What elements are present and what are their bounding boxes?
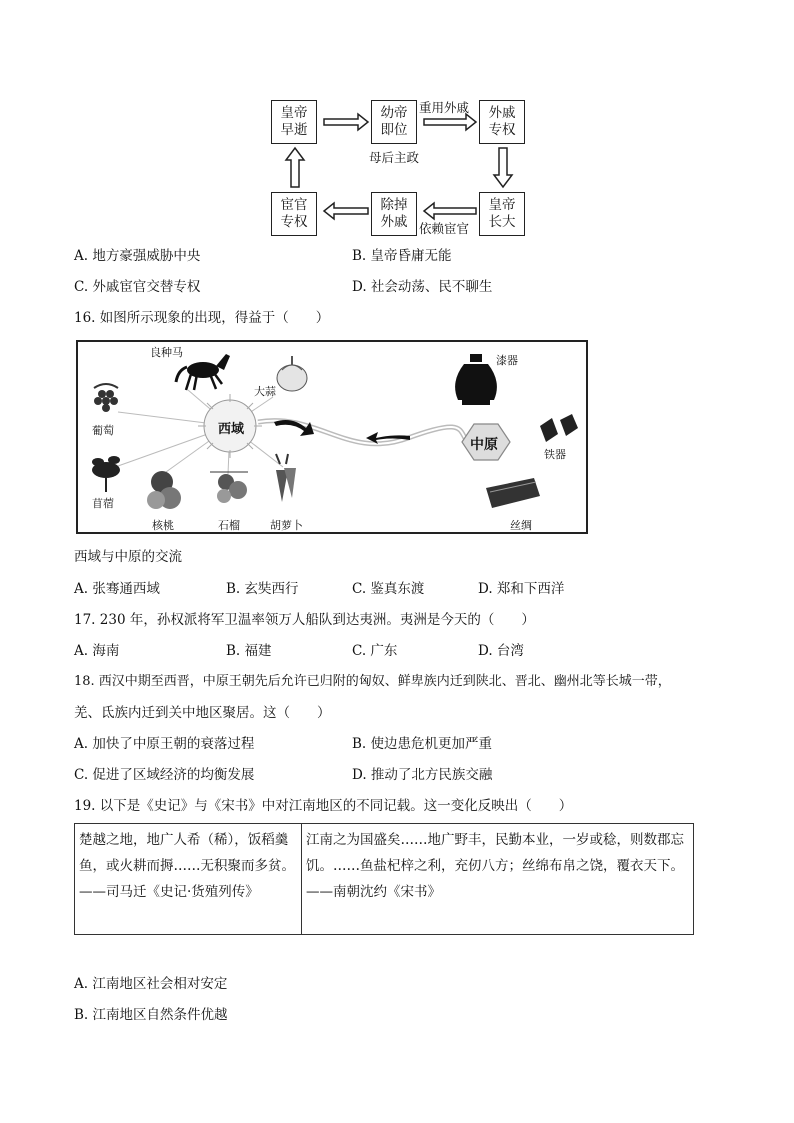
q19-option-a[interactable]: A. 江南地区社会相对安定 <box>74 976 228 992</box>
arrow-up <box>286 148 304 187</box>
silk-road-art <box>78 342 586 532</box>
q16-option-a[interactable]: A. 张骞通西域 <box>74 581 160 597</box>
silk-roll-drawing <box>486 478 540 508</box>
arrow-down <box>494 148 512 187</box>
q18-stem-line2: 羌、氐族内迁到关中地区聚居。这（ ） <box>74 705 331 721</box>
label-garlic: 大蒜 <box>254 385 276 398</box>
lacquer-vase-drawing <box>455 354 497 405</box>
q16-option-c[interactable]: C. 鉴真东渡 <box>352 581 425 597</box>
carrot-drawing <box>276 454 296 502</box>
label-carrot: 胡萝卜 <box>270 519 303 532</box>
q17-option-a[interactable]: A. 海南 <box>74 643 120 659</box>
arrow-to-east <box>274 420 314 436</box>
q19-shiji-source: ——司马迁《史记·货殖列传》 <box>79 884 259 900</box>
label-pomegranate: 石榴 <box>218 519 240 532</box>
iron-tools-drawing <box>540 414 578 442</box>
q15-option-d[interactable]: D. 社会动荡、民不聊生 <box>352 279 493 295</box>
q17-option-b[interactable]: B. 福建 <box>226 643 272 659</box>
label-lacquer: 漆器 <box>496 354 518 367</box>
pomegranate-drawing <box>210 472 248 503</box>
arrow-left-1 <box>424 203 476 219</box>
q19-songshu-cell <box>302 824 694 935</box>
q19-stem: 19. 以下是《史记》与《宋书》中对江南地区的不同记载。这一变化反映出（ ） <box>74 798 573 814</box>
q19-songshu-source: ——南朝沈约《宋书》 <box>306 884 441 900</box>
q18-option-b[interactable]: B. 使边患危机更加严重 <box>352 736 493 752</box>
garlic-drawing <box>277 356 307 391</box>
q15-option-c[interactable]: C. 外戚宦官交替专权 <box>74 279 201 295</box>
flow-arrows <box>260 95 540 245</box>
label-west: 西域 <box>218 422 245 437</box>
alfalfa-drawing <box>92 456 120 492</box>
q19-option-b[interactable]: B. 江南地区自然条件优越 <box>74 1007 228 1023</box>
silk-road-picture <box>76 340 588 534</box>
label-alfalfa: 苜蓿 <box>92 497 114 510</box>
walnut-drawing <box>147 471 181 509</box>
label-silk: 丝绸 <box>510 519 532 532</box>
q15-option-b[interactable]: B. 皇帝昏庸无能 <box>352 248 452 264</box>
label-grape: 葡萄 <box>92 424 114 437</box>
flow-label-bottom: 依赖宦官 <box>419 221 470 236</box>
q19-shiji-text: 楚越之地，地广人希（稀），饭稻羹鱼，或火耕而搙……无积聚而多贫。 <box>79 832 295 874</box>
arrow-right-2 <box>424 114 476 130</box>
q17-option-d[interactable]: D. 台湾 <box>478 643 524 659</box>
flow-box-emperor-grows: 皇帝 长大 <box>479 192 525 236</box>
q16-option-b[interactable]: B. 玄奘西行 <box>226 581 299 597</box>
flow-box-young-emperor: 幼帝 即位 <box>371 100 417 144</box>
q15-option-a[interactable]: A. 地方豪强威胁中央 <box>74 248 201 264</box>
horse-drawing <box>176 354 230 390</box>
flow-label-top: 重用外戚 <box>419 100 470 115</box>
q18-option-a[interactable]: A. 加快了中原王朝的衰落过程 <box>74 736 255 752</box>
arrow-right-1 <box>324 114 368 130</box>
label-iron: 铁器 <box>544 448 566 461</box>
q16-stem: 16. 如图所示现象的出现，得益于（ ） <box>74 310 330 326</box>
q18-option-c[interactable]: C. 促进了区域经济的均衡发展 <box>74 767 255 783</box>
q17-option-c[interactable]: C. 广东 <box>352 643 398 659</box>
flow-box-remove-consort: 除掉 外戚 <box>371 192 417 236</box>
q19-records-table <box>74 823 694 935</box>
label-central: 中原 <box>470 437 498 453</box>
flow-box-consort-power: 外戚 专权 <box>479 100 525 144</box>
label-horse: 良种马 <box>150 346 183 359</box>
flow-label-mid: 母后主政 <box>369 150 420 165</box>
q18-option-d[interactable]: D. 推动了北方民族交融 <box>352 767 493 783</box>
grape-drawing <box>94 384 118 412</box>
q16-caption: 西域与中原的交流 <box>74 549 182 565</box>
q18-stem-line1: 18. 西汉中期至西晋，中原王朝先后允许已归附的匈奴、鲜卑族内迁到陕北、晋北、幽州北等长城一带， <box>74 674 671 689</box>
q19-songshu-text: 江南之为国盛矣……地广野丰，民勤本业，一岁或稔，则数郡忘饥。……鱼盐杞梓之利，充仞八方；丝绵布帛之饶，覆衣天下。 <box>306 832 684 874</box>
q16-option-d[interactable]: D. 郑和下西洋 <box>478 581 565 597</box>
q19-shiji-cell <box>75 824 302 935</box>
label-walnut: 核桃 <box>152 519 174 532</box>
arrow-left-2 <box>324 203 368 219</box>
q17-stem: 17. 230 年，孙权派将军卫温率领万人船队到达夷洲。夷洲是今天的（ ） <box>74 612 535 628</box>
flow-box-emperor-dies-young: 皇帝 早逝 <box>271 100 317 144</box>
flow-box-eunuch-power: 宦官 专权 <box>271 192 317 236</box>
